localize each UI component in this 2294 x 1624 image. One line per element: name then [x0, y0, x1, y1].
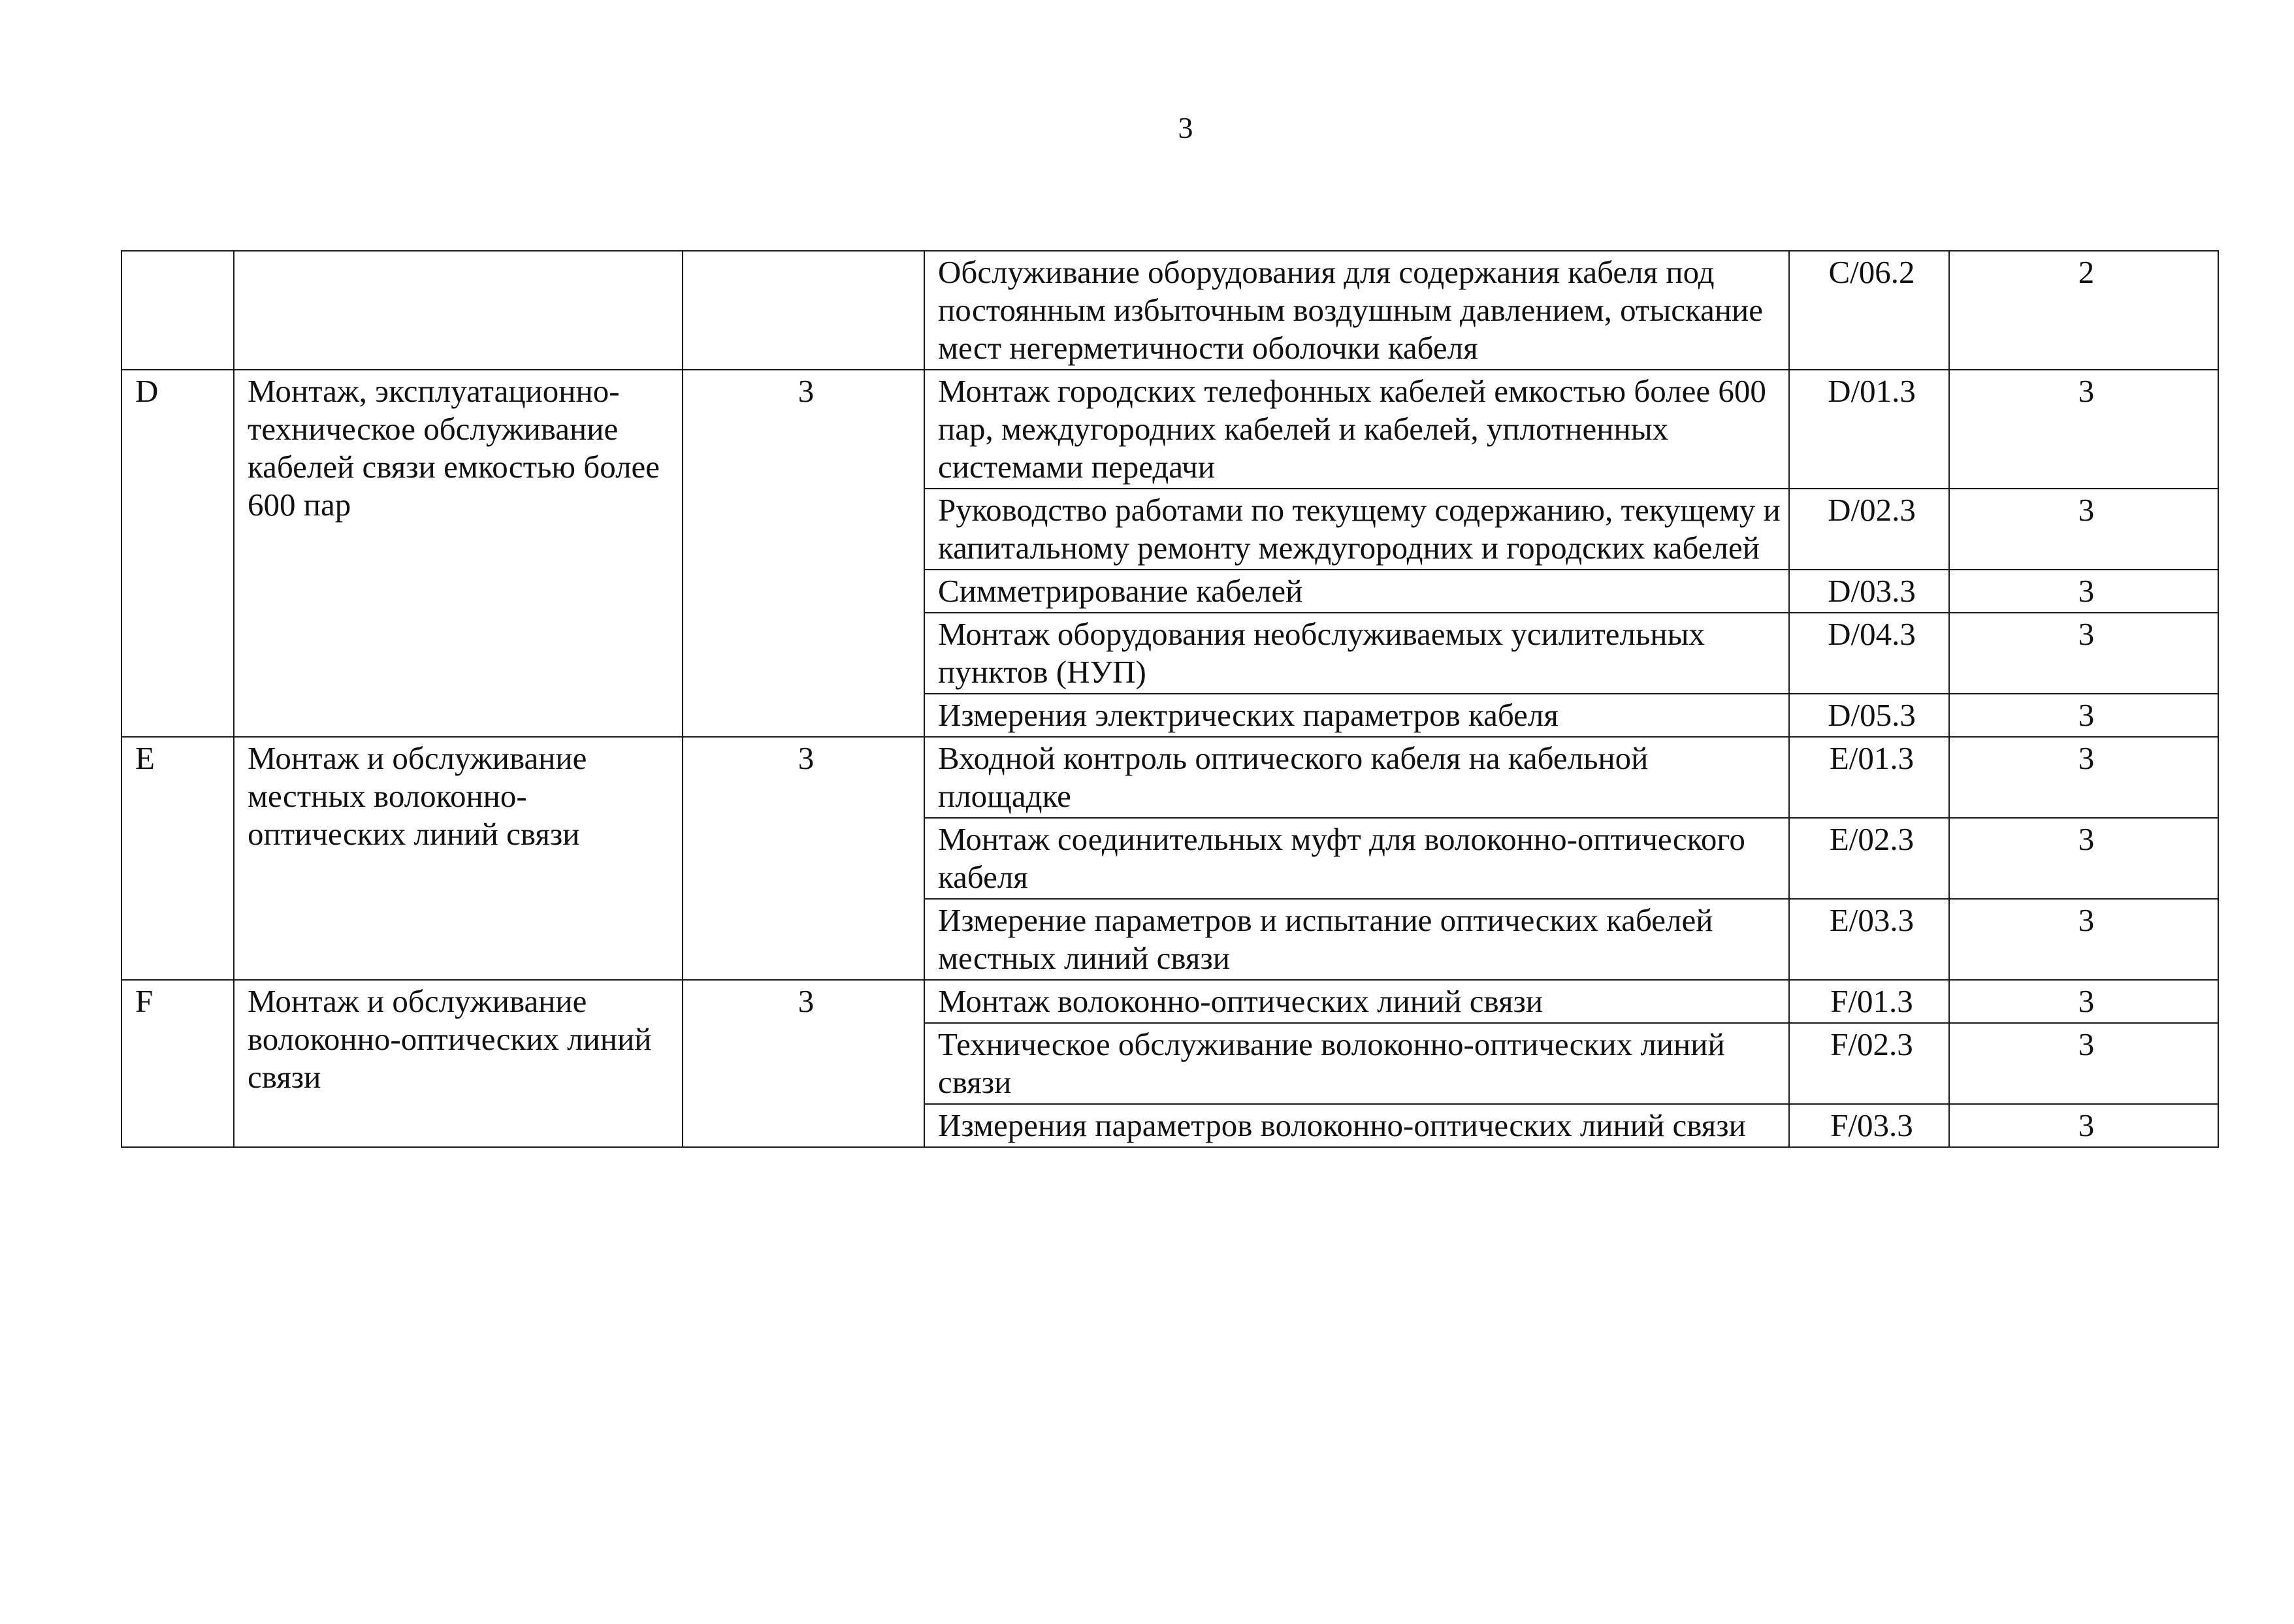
table-row — [121, 980, 2218, 1023]
function-code: E/01.3 — [1789, 737, 1949, 818]
function-level: 3 — [1949, 1104, 2218, 1147]
group-level: 3 — [683, 980, 924, 1147]
group-name: Монтаж, эксплуатационно-техническое обслуживание кабелей связи емкостью более 600 пар — [234, 370, 683, 737]
function-name: Входной контроль оптического кабеля на кабельной площадке — [924, 737, 1789, 818]
table-row — [121, 251, 2218, 370]
function-level: 3 — [1949, 570, 2218, 613]
function-name: Монтаж оборудования необслуживаемых усилительных пунктов (НУП) — [924, 613, 1789, 694]
qualification-table — [121, 250, 2219, 1148]
table-row — [121, 370, 2218, 489]
function-name: Измерения параметров волоконно-оптических линий связи — [924, 1104, 1789, 1147]
group-level: 3 — [683, 737, 924, 980]
function-code: D/04.3 — [1789, 613, 1949, 694]
function-code: E/03.3 — [1789, 899, 1949, 980]
function-name: Измерение параметров и испытание оптических кабелей местных линий связи — [924, 899, 1789, 980]
table-row — [121, 737, 2218, 818]
empty-cell — [121, 251, 234, 370]
function-code: F/02.3 — [1789, 1023, 1949, 1104]
function-level: 3 — [1949, 694, 2218, 737]
function-code: E/02.3 — [1789, 818, 1949, 899]
function-name: Руководство работами по текущему содержанию, текущему и капитальному ремонту междугородних и городских кабелей — [924, 489, 1789, 570]
function-level: 3 — [1949, 1023, 2218, 1104]
group-code: D — [121, 370, 234, 737]
group-name: Монтаж и обслуживание местных волоконно-оптических линий связи — [234, 737, 683, 980]
function-name: Техническое обслуживание волоконно-оптических линий связи — [924, 1023, 1789, 1104]
group-level: 3 — [683, 370, 924, 737]
function-level: 3 — [1949, 980, 2218, 1023]
function-code: D/05.3 — [1789, 694, 1949, 737]
function-level: 3 — [1949, 899, 2218, 980]
function-level: 3 — [1949, 613, 2218, 694]
function-level: 3 — [1949, 818, 2218, 899]
function-name: Обслуживание оборудования для содержания кабеля под постоянным избыточным воздушным давлением, отыскание мест негерметичности оболочки кабеля — [924, 251, 1789, 370]
function-code: D/01.3 — [1789, 370, 1949, 489]
function-code: D/02.3 — [1789, 489, 1949, 570]
page-number: 3 — [1178, 111, 1193, 144]
function-code: F/03.3 — [1789, 1104, 1949, 1147]
group-code: F — [121, 980, 234, 1147]
function-name: Монтаж волоконно-оптических линий связи — [924, 980, 1789, 1023]
function-name: Монтаж соединительных муфт для волоконно-оптического кабеля — [924, 818, 1789, 899]
group-code: E — [121, 737, 234, 980]
function-name: Измерения электрических параметров кабеля — [924, 694, 1789, 737]
function-level: 3 — [1949, 737, 2218, 818]
group-name: Монтаж и обслуживание волоконно-оптических линий связи — [234, 980, 683, 1147]
function-level: 3 — [1949, 489, 2218, 570]
empty-cell — [683, 251, 924, 370]
function-name: Симметрирование кабелей — [924, 570, 1789, 613]
function-level: 2 — [1949, 251, 2218, 370]
function-code: F/01.3 — [1789, 980, 1949, 1023]
function-code: C/06.2 — [1789, 251, 1949, 370]
function-name: Монтаж городских телефонных кабелей емкостью более 600 пар, междугородних кабелей и кабелей, уплотненных системами передачи — [924, 370, 1789, 489]
function-code: D/03.3 — [1789, 570, 1949, 613]
empty-cell — [234, 251, 683, 370]
function-level: 3 — [1949, 370, 2218, 489]
